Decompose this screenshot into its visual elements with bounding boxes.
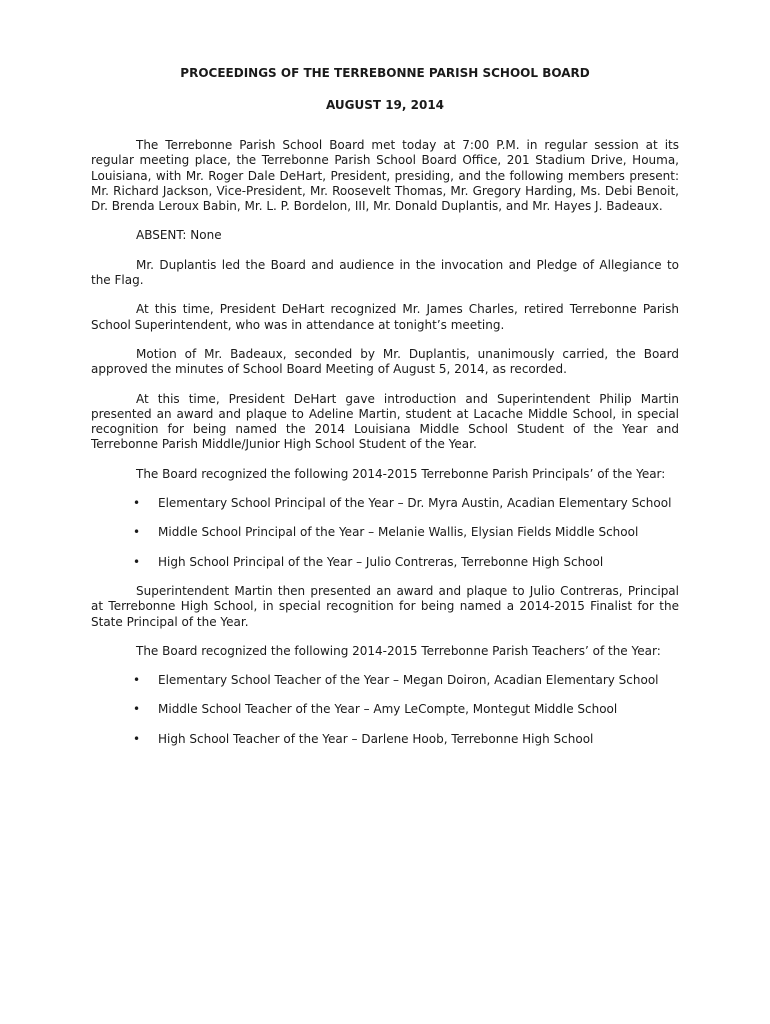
list-item	[91, 702, 679, 717]
bullet-icon: •	[133, 554, 141, 569]
meeting-date: AUGUST 19, 2014	[325, 98, 445, 112]
paragraph-minutes-motion: Motion of Mr. Badeaux, seconded by Mr. Duplantis, unanimously carried, the Board approved the minutes of School Board Meeting of August 5, 2014, as recorded.	[91, 346, 679, 377]
principals-list	[91, 496, 679, 570]
bullet-icon: •	[133, 673, 141, 688]
document-title: PROCEEDINGS OF THE TERREBONNE PARISH SCHOOL BOARD	[180, 66, 590, 80]
bullet-icon: •	[133, 525, 141, 540]
list-item-text: Elementary School Principal of the Year – Dr. Myra Austin, Acadian Elementary School	[158, 496, 672, 511]
bullet-icon: •	[133, 702, 141, 717]
bullet-icon: •	[133, 731, 141, 746]
list-item	[91, 555, 679, 570]
list-item	[91, 496, 679, 511]
list-item	[91, 732, 679, 747]
list-item-text: Middle School Principal of the Year – Melanie Wallis, Elysian Fields Middle School	[158, 525, 639, 540]
teachers-list	[91, 673, 679, 747]
paragraph-absent: ABSENT: None	[136, 228, 222, 243]
paragraph-invocation: Mr. Duplantis led the Board and audience in the invocation and Pledge of Allegiance to the Flag.	[91, 257, 679, 288]
list-item	[91, 673, 679, 688]
list-item-text: Middle School Teacher of the Year – Amy LeCompte, Montegut Middle School	[158, 702, 618, 717]
list-item-text: High School Principal of the Year – Julio Contreras, Terrebonne High School	[158, 554, 604, 569]
paragraph-recognition-charles: At this time, President DeHart recognized Mr. James Charles, retired Terrebonne Parish School Superintendent, who was in attendance at tonight’s meeting.	[91, 302, 679, 332]
paragraph-attendance: The Terrebonne Parish School Board met today at 7:00 P.M. in regular session at its regular meeting place, the Terrebonne Parish School Board Office, 201 Stadium Drive, Houma, Louisiana, with Mr. Roger Dale DeHart, President, presiding, and the following members present: Mr. Richard Jackson, Vice-President, Mr. Roosevelt Thomas, Mr. Gregory Harding, Ms. Debi Benoit, Dr. Brenda Leroux Babin, Mr. L. P. Bordelon, III, Mr. Donald Duplantis, and Mr. Hayes J. Badeaux.	[91, 138, 679, 214]
paragraph-student-award: At this time, President DeHart gave introduction and Superintendent Philip Martin presented an award and plaque to Adeline Martin, student at Lacache Middle School, in special recognition for being named the 2014 Louisiana Middle School Student of the Year and Terrebonne Parish Middle/Junior High School Student of the Year.	[91, 391, 679, 452]
bullet-icon: •	[133, 496, 141, 511]
paragraph-finalist-award: Superintendent Martin then presented an award and plaque to Julio Contreras, Principal at Terrebonne High School, in special recognition for being named a 2014-2015 Finalist for the State Principal of the Year.	[91, 583, 679, 629]
paragraph-principals-intro: The Board recognized the following 2014-2015 Terrebonne Parish Principals’ of the Year:	[136, 466, 666, 481]
list-item	[91, 525, 679, 540]
list-item-text: High School Teacher of the Year – Darlene Hoob, Terrebonne High School	[158, 731, 594, 746]
list-item-text: Elementary School Teacher of the Year – Megan Doiron, Acadian Elementary School	[158, 673, 659, 688]
paragraph-teachers-intro: The Board recognized the following 2014-2015 Terrebonne Parish Teachers’ of the Year:	[136, 643, 661, 658]
